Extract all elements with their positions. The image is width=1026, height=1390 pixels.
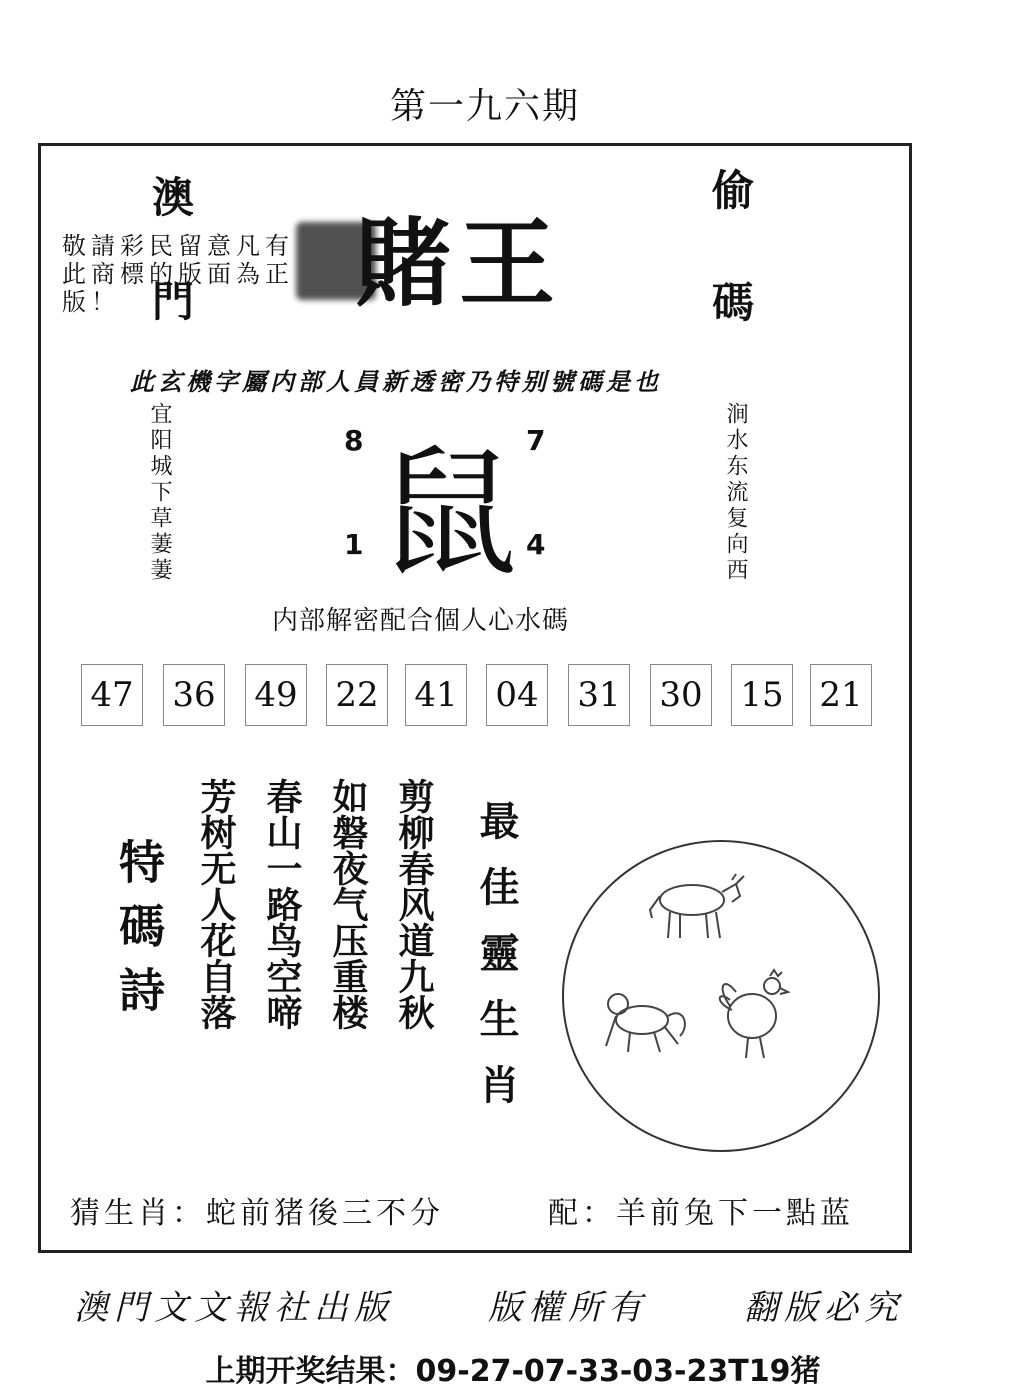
zodiac-clue: 猜生肖：蛇前猪後三不分 [70, 1196, 444, 1231]
poem-title: 特碼詩 [112, 838, 166, 1030]
number-box: 22 [326, 664, 388, 726]
poem-column: 如磐夜气压重楼 [327, 778, 368, 1030]
corner-number-bottom-right: 4 [526, 528, 546, 561]
number-box: 15 [731, 664, 793, 726]
number-box: 31 [568, 664, 630, 726]
side-poem-right: 涧水东流复向西 [723, 402, 748, 584]
piracy-warning-text: 翻版必究 [744, 1288, 904, 1328]
number-box: 21 [810, 664, 872, 726]
decode-subtitle: 内部解密配合個人心水碼 [272, 606, 570, 636]
brand-right: 偷碼 [706, 168, 755, 392]
corner-number-top-right: 7 [526, 424, 546, 457]
tagline: 此玄機字屬内部人員新透密乃特别號碼是也 [130, 367, 662, 396]
rooster-icon [710, 966, 800, 1062]
poem-column: 芳树无人花自落 [195, 778, 236, 1030]
ox-icon [640, 866, 750, 946]
side-poem-left: 宜阳城下草萋萋 [147, 402, 172, 584]
monkey-icon [594, 986, 694, 1058]
publisher-text: 澳門文文報社出版 [74, 1288, 394, 1328]
brand-left: 澳門 [146, 175, 195, 383]
pairing-clue: 配：羊前兔下一點蓝 [548, 1196, 854, 1231]
last-draw-result: 上期开奖结果：09-27-07-33-03-23T19猪 [205, 1354, 821, 1389]
page-title: 賭王 [355, 208, 563, 320]
poem-column: 剪柳春风道九秋 [393, 778, 434, 1030]
issue-number: 第一九六期 [389, 86, 580, 127]
copyright-text: 版權所有 [488, 1288, 648, 1328]
best-zodiac-label: 最佳靈生肖 [473, 800, 519, 1130]
number-box: 47 [81, 664, 143, 726]
number-box: 49 [245, 664, 307, 726]
poem-column: 春山一路鸟空啼 [261, 778, 302, 1030]
corner-number-top-left: 8 [344, 424, 364, 457]
number-box: 30 [650, 664, 712, 726]
number-box: 04 [486, 664, 548, 726]
number-box: 36 [163, 664, 225, 726]
corner-number-bottom-left: 1 [344, 528, 364, 561]
center-zodiac-char: 鼠 [378, 433, 519, 596]
number-box: 41 [405, 664, 467, 726]
authenticity-notice: 敬請彩民留意凡有此商標的版面為正版！ [62, 232, 294, 316]
